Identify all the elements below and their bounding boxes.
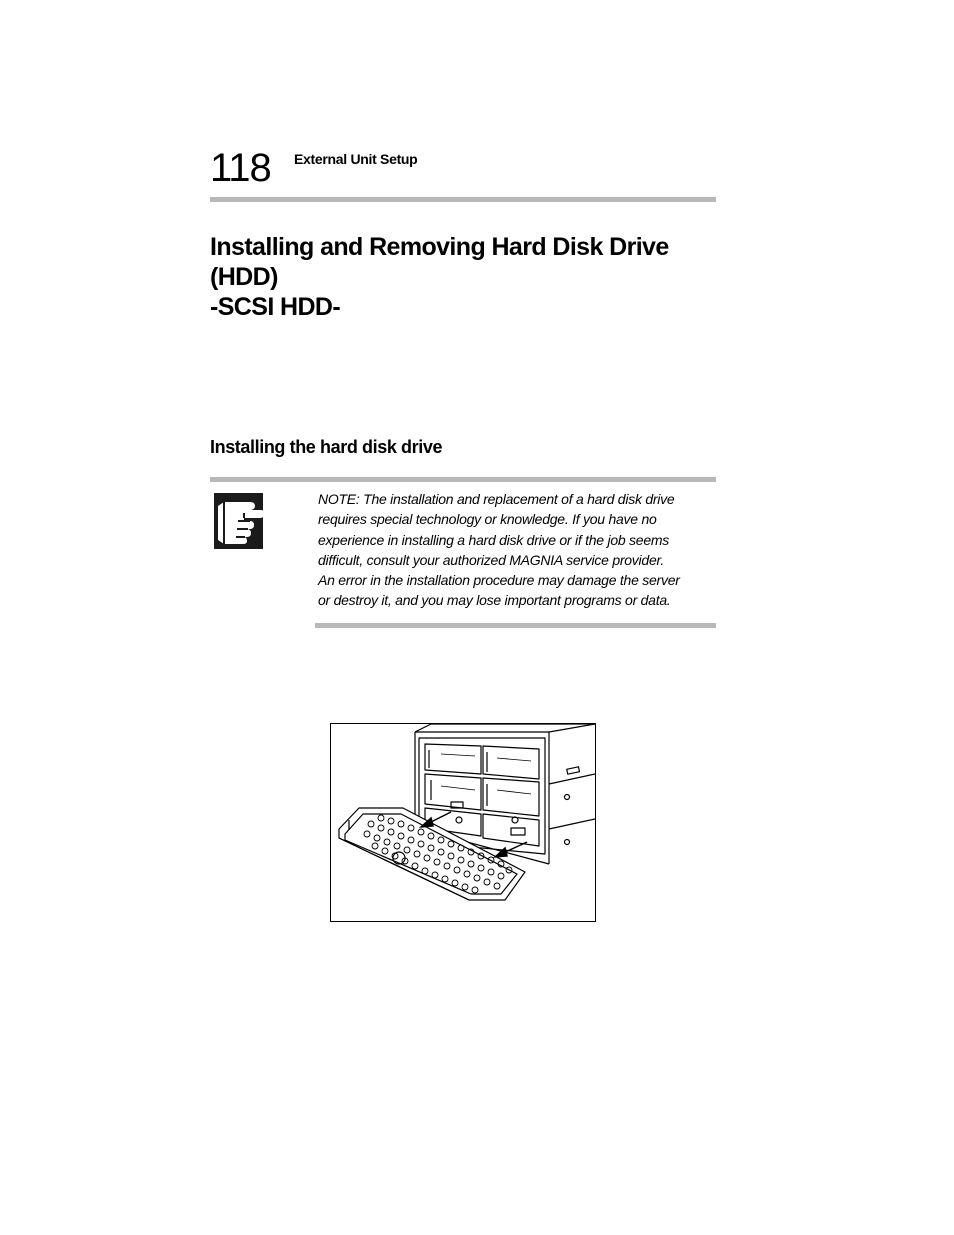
note-line: An error in the installation procedure may damage the server: [318, 572, 680, 589]
page-title-line-2: -SCSI HDD-: [210, 293, 341, 321]
note-line: experience in installing a hard disk drive or if the job seems: [318, 531, 670, 548]
note-top-rule: [210, 477, 716, 482]
pointing-hand-icon: [214, 493, 263, 549]
page-title-line-1: Installing and Removing Hard Disk Drive (HDD): [210, 233, 669, 291]
note-bottom-rule: [315, 623, 716, 628]
note-text: [318, 489, 713, 611]
note-line: or destroy it, and you may lose important programs or data.: [318, 592, 671, 609]
note-line: NOTE: The installation and replacement of a hard disk drive: [318, 491, 675, 507]
header-rule: [210, 197, 716, 202]
note-line: requires special technology or knowledge. If you have no: [318, 511, 657, 528]
page-number: 118: [210, 146, 271, 190]
running-head: External Unit Setup: [294, 151, 418, 167]
note-line: difficult, consult your authorized MAGNIA service provider.: [318, 551, 665, 568]
section-heading: Installing the hard disk drive: [210, 437, 443, 457]
front-panel-removal-illustration: [330, 723, 596, 922]
page-title: [210, 232, 730, 322]
